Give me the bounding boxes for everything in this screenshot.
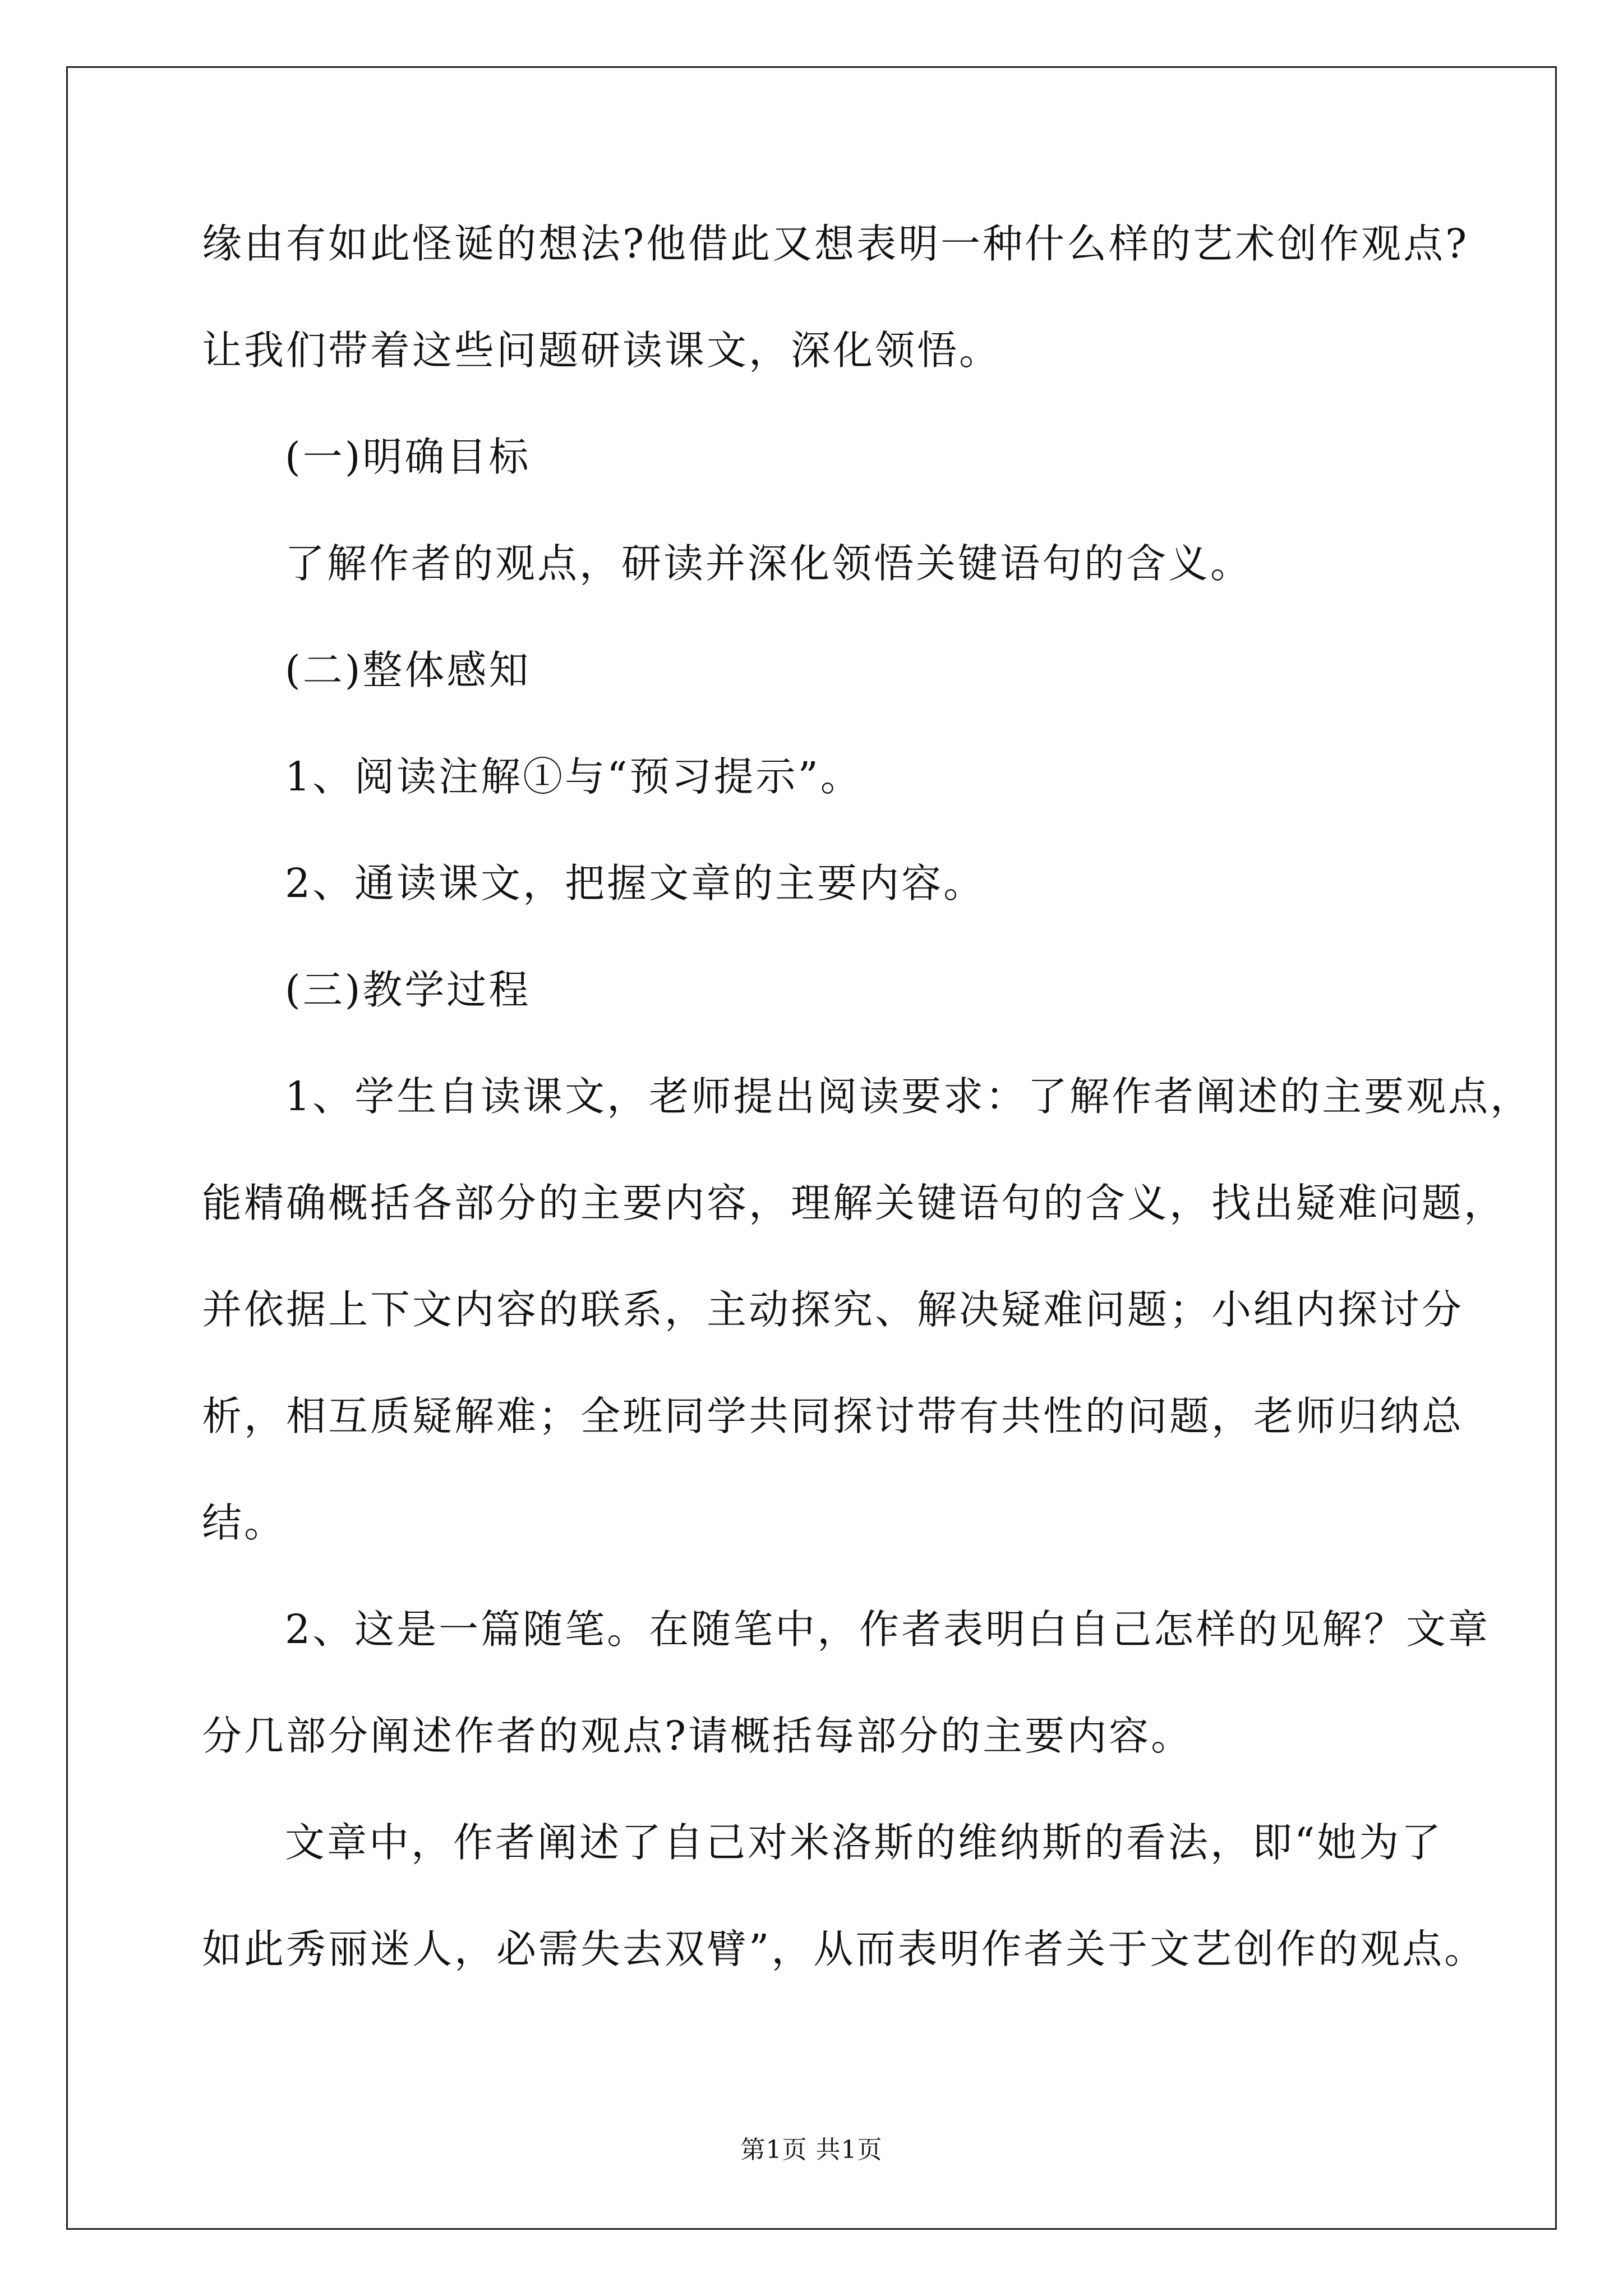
section-heading-process: (三)教学过程 — [285, 967, 531, 1013]
text-line-15: 分几部分阐述作者的观点?请概括每部分的主要内容。 — [202, 1713, 1193, 1759]
list-item-2: 2、通读课文，把握文章的主要内容。 — [285, 860, 986, 907]
text-line-10: 能精确概括各部分的主要内容，理解关键语句的含义，找出疑难问题， — [202, 1180, 1506, 1226]
list-item-1: 1、阅读注解①与“预习提示”。 — [285, 753, 863, 800]
text-line-11: 并依据上下文内容的联系，主动探究、解决疑难问题；小组内探讨分 — [202, 1286, 1464, 1333]
text-line-14: 2、这是一篇随笔。在随笔中，作者表明白自己怎样的见解？文章 — [285, 1606, 1491, 1653]
text-line-2: 让我们带着这些问题研读课文，深化领悟。 — [202, 327, 1002, 374]
section-heading-overview: (二)整体感知 — [285, 647, 531, 693]
page-footer: 第1页 共1页 — [740, 2136, 883, 2164]
text-line-13: 结。 — [202, 1499, 287, 1546]
page-border — [66, 66, 1557, 2230]
section-heading-goals: (一)明确目标 — [285, 434, 531, 480]
text-line-12: 析，相互质疑解难；全班同学共同探讨带有共性的问题，老师归纳总 — [202, 1393, 1464, 1439]
text-line-17: 如此秀丽迷人，必需失去双臂”，从而表明作者关于文艺创作的观点。 — [202, 1926, 1487, 1972]
text-line-1: 缘由有如此怪诞的想法?他借此又想表明一种什么样的艺术创作观点? — [202, 220, 1469, 267]
text-line-16: 文章中，作者阐述了自己对米洛斯的维纳斯的看法，即“她为了 — [285, 1819, 1444, 1866]
text-line-9: 1、学生自读课文，老师提出阅读要求：了解作者阐述的主要观点， — [285, 1073, 1533, 1120]
text-line-4: 了解作者的观点，研读并深化领悟关键语句的含义。 — [285, 540, 1253, 587]
